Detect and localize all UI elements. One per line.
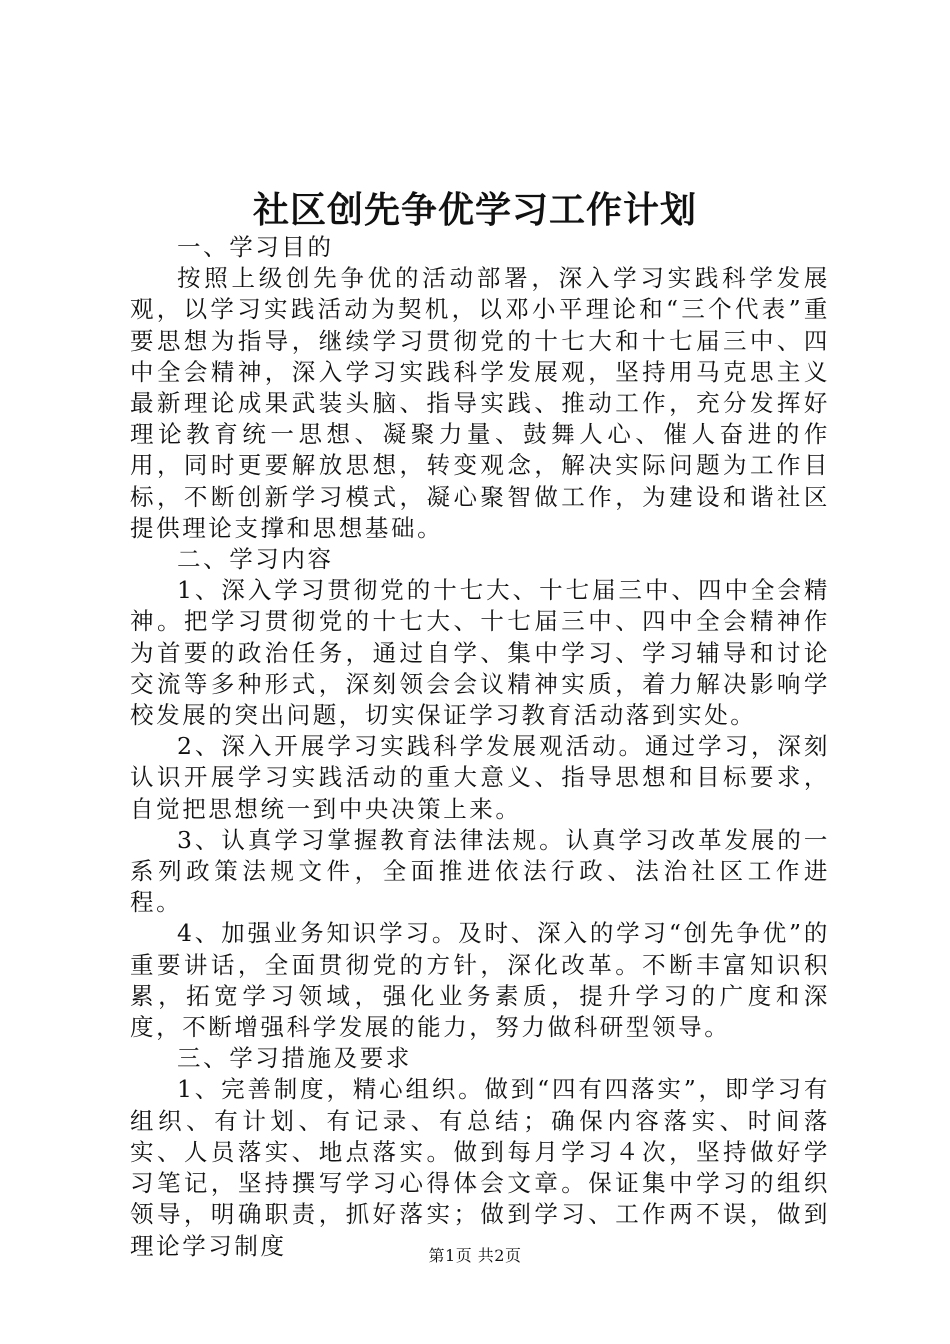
document-body xyxy=(130,232,830,1262)
paragraph: 4、加强业务知识学习。及时、深入的学习“创先争优”的重要讲话，全面贯彻党的方针，深化改革。不断丰富知识积累，拓宽学习领域，强化业务素质，提升学习的广度和深度，不断增强科学发展的能力，努力做科研型领导。 xyxy=(130,919,830,1042)
paragraph: 1、完善制度，精心组织。做到“四有四落实”，即学习有组织、有计划、有记录、有总结；确保内容落实、时间落实、人员落实、地点落实。做到每月学习４次，坚持做好学习笔记，坚持撰写学习心得体会文章。保证集中学习的组织领导，明确职责，抓好落实；做到学习、工作两不误，做到理论学习制度 xyxy=(130,1075,830,1260)
section-heading: 一、学习目的 xyxy=(177,233,334,261)
paragraph: 1、深入学习贯彻党的十七大、十七届三中、四中全会精神。把学习贯彻党的十七大、十七届三中、四中全会精神作为首要的政治任务，通过自学、集中学习、学习辅导和讨论交流等多种形式，深刻领会会议精神实质，着力解决影响学校发展的突出问题，切实保证学习教育活动落到实处。 xyxy=(130,576,830,730)
paragraph: 3、认真学习掌握教育法律法规。认真学习改革发展的一系列政策法规文件，全面推进依法行政、法治社区工作进程。 xyxy=(130,825,830,917)
section-heading: 三、学习措施及要求 xyxy=(177,1044,412,1073)
document-title: 社区创先争优学习工作计划 xyxy=(252,189,697,231)
paragraph: 2、深入开展学习实践科学发展观活动。通过学习，深刻认识开展学习实践活动的重大意义、指导思想和目标要求，自觉把思想统一到中央决策上来。 xyxy=(130,732,830,823)
paragraph: 按照上级创先争优的活动部署，深入学习实践科学发展观，以学习实践活动为契机，以邓小平理论和“三个代表”重要思想为指导，继续学习贯彻党的十七大和十七届三中、四中全会精神，深入学习实践科学发展观，坚持用马克思主义最新理论成果武装头脑、指导实践、推动工作，充分发挥好理论教育统一思想、凝聚力量、鼓舞人心、催人奋进的作用，同时更要解放思想，转变观念，解决实际问题为工作目标，不断创新学习模式，凝心聚智做工作，为建设和谐社区提供理论支撑和思想基础。 xyxy=(130,264,830,542)
page-footer: 第1页 共2页 xyxy=(428,1246,522,1265)
section-heading: 二、学习内容 xyxy=(177,545,334,574)
